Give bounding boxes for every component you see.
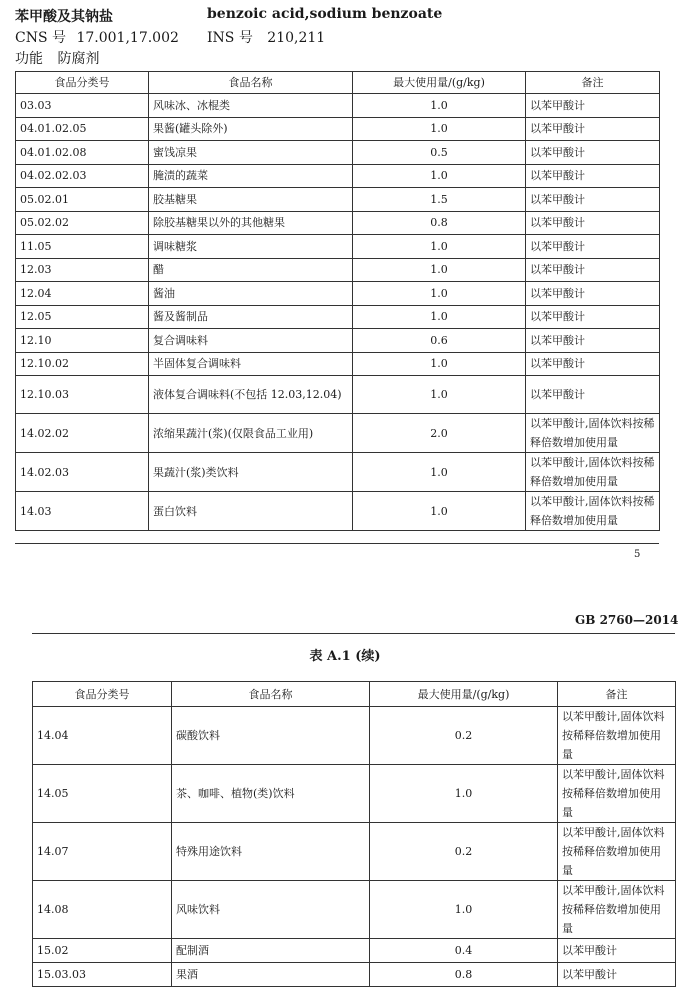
table-row	[16, 235, 660, 259]
cell-food-code: 12.04	[16, 282, 149, 306]
cell-food-name: 半固体复合调味料	[149, 352, 353, 376]
cell-max-usage: 1.0	[370, 765, 558, 823]
table-row	[16, 164, 660, 188]
table-row	[16, 376, 660, 414]
cell-note: 以苯甲酸计	[558, 963, 676, 987]
table-row	[33, 765, 676, 823]
table-header-row	[16, 72, 660, 94]
cell-food-code: 12.10.02	[16, 352, 149, 376]
cell-max-usage: 1.0	[370, 881, 558, 939]
header-code: 食品分类号	[16, 72, 149, 94]
cell-food-name: 醋	[149, 258, 353, 282]
cell-food-name: 除胶基糖果以外的其他糖果	[149, 211, 353, 235]
header-note: 备注	[526, 72, 660, 94]
cell-max-usage: 0.4	[370, 939, 558, 963]
cell-food-name: 蛋白饮料	[149, 492, 353, 531]
header-note: 备注	[558, 682, 676, 707]
header-food-name: 食品名称	[149, 72, 353, 94]
cell-max-usage: 1.0	[353, 282, 526, 306]
cell-note: 以苯甲酸计,固体饮料按稀释倍数增加使用量	[558, 707, 676, 765]
cell-food-code: 12.05	[16, 305, 149, 329]
ins-label: INS 号	[207, 30, 253, 46]
cell-food-name: 配制酒	[172, 939, 370, 963]
table-row	[33, 707, 676, 765]
cell-food-name: 胶基糖果	[149, 188, 353, 212]
cell-note: 以苯甲酸计	[526, 305, 660, 329]
cell-note: 以苯甲酸计	[526, 94, 660, 118]
cell-food-name: 果蔬汁(浆)类饮料	[149, 453, 353, 492]
cell-food-code: 04.01.02.05	[16, 117, 149, 141]
cell-note: 以苯甲酸计	[526, 141, 660, 165]
cell-max-usage: 0.2	[370, 707, 558, 765]
additive-name-cn: 苯甲酸及其钠盐	[15, 9, 113, 25]
table-row	[33, 963, 676, 987]
cell-max-usage: 1.0	[353, 117, 526, 141]
table-row	[16, 352, 660, 376]
cell-food-code: 14.07	[33, 823, 172, 881]
cell-max-usage: 0.6	[353, 329, 526, 353]
cell-note: 以苯甲酸计	[526, 329, 660, 353]
cell-food-name: 果酱(罐头除外)	[149, 117, 353, 141]
table-row	[16, 258, 660, 282]
table-bottom-rule	[15, 543, 659, 544]
cell-max-usage: 2.0	[353, 414, 526, 453]
cell-note: 以苯甲酸计	[526, 376, 660, 414]
standard-code: GB 2760—2014	[575, 613, 679, 627]
cell-food-name: 液体复合调味料(不包括 12.03,12.04)	[149, 376, 353, 414]
table-row	[33, 823, 676, 881]
cell-food-code: 12.03	[16, 258, 149, 282]
cell-note: 以苯甲酸计	[526, 235, 660, 259]
cell-max-usage: 1.0	[353, 164, 526, 188]
cell-food-name: 调味糖浆	[149, 235, 353, 259]
cell-note: 以苯甲酸计,固体饮料按稀释倍数增加使用量	[558, 881, 676, 939]
cell-food-code: 05.02.02	[16, 211, 149, 235]
cell-food-code: 12.10	[16, 329, 149, 353]
cns-value: 17.001,17.002	[76, 30, 179, 46]
cell-food-name: 蜜饯凉果	[149, 141, 353, 165]
table-row	[16, 94, 660, 118]
cell-food-name: 腌渍的蔬菜	[149, 164, 353, 188]
cell-max-usage: 1.5	[353, 188, 526, 212]
cell-max-usage: 0.8	[370, 963, 558, 987]
function-label: 功能	[15, 51, 43, 67]
additive-usage-table	[15, 71, 660, 531]
function-line	[15, 48, 99, 68]
cell-food-code: 14.05	[33, 765, 172, 823]
cell-food-name: 浓缩果蔬汁(浆)(仅限食品工业用)	[149, 414, 353, 453]
cell-note: 以苯甲酸计,固体饮料按稀释倍数增加使用量	[526, 453, 660, 492]
cell-max-usage: 1.0	[353, 453, 526, 492]
ins-line	[207, 27, 325, 47]
cell-food-code: 14.03	[16, 492, 149, 531]
cell-max-usage: 1.0	[353, 376, 526, 414]
header-max-usage: 最大使用量/(g/kg)	[353, 72, 526, 94]
table-row	[16, 414, 660, 453]
cell-food-name: 复合调味料	[149, 329, 353, 353]
header-code: 食品分类号	[33, 682, 172, 707]
page-number: 5	[634, 549, 641, 560]
cell-food-name: 碳酸饮料	[172, 707, 370, 765]
table-header-row	[33, 682, 676, 707]
cell-food-code: 03.03	[16, 94, 149, 118]
cell-note: 以苯甲酸计	[526, 211, 660, 235]
additive-name-en: benzoic acid,sodium benzoate	[207, 6, 443, 22]
cell-max-usage: 1.0	[353, 352, 526, 376]
cell-food-code: 05.02.01	[16, 188, 149, 212]
table-row	[16, 453, 660, 492]
cell-food-code: 11.05	[16, 235, 149, 259]
cell-note: 以苯甲酸计	[526, 282, 660, 306]
cell-food-name: 酱油	[149, 282, 353, 306]
cell-food-code: 15.02	[33, 939, 172, 963]
header-max-usage: 最大使用量/(g/kg)	[370, 682, 558, 707]
table-row	[16, 329, 660, 353]
cell-note: 以苯甲酸计,固体饮料按稀释倍数增加使用量	[526, 414, 660, 453]
cns-label: CNS 号	[15, 30, 67, 46]
cell-food-code: 14.08	[33, 881, 172, 939]
table-row	[16, 211, 660, 235]
cell-note: 以苯甲酸计	[526, 258, 660, 282]
cell-note: 以苯甲酸计,固体饮料按稀释倍数增加使用量	[526, 492, 660, 531]
cell-max-usage: 1.0	[353, 235, 526, 259]
table-caption: 表 A.1 (续)	[309, 649, 381, 664]
cell-max-usage: 0.5	[353, 141, 526, 165]
cell-food-code: 15.03.03	[33, 963, 172, 987]
cell-food-code: 04.01.02.08	[16, 141, 149, 165]
cell-max-usage: 0.8	[353, 211, 526, 235]
cell-food-name: 茶、咖啡、植物(类)饮料	[172, 765, 370, 823]
cell-note: 以苯甲酸计	[526, 188, 660, 212]
cell-note: 以苯甲酸计,固体饮料按稀释倍数增加使用量	[558, 823, 676, 881]
cell-food-name: 风味冰、冰棍类	[149, 94, 353, 118]
table-row	[16, 117, 660, 141]
cell-note: 以苯甲酸计	[526, 352, 660, 376]
cell-note: 以苯甲酸计	[526, 164, 660, 188]
table-row	[33, 881, 676, 939]
table-row	[33, 939, 676, 963]
ins-value: 210,211	[267, 30, 326, 46]
cell-max-usage: 1.0	[353, 305, 526, 329]
cell-food-name: 酱及酱制品	[149, 305, 353, 329]
header-food-name: 食品名称	[172, 682, 370, 707]
cell-note: 以苯甲酸计	[526, 117, 660, 141]
cell-food-name: 风味饮料	[172, 881, 370, 939]
additive-usage-table-continued	[32, 681, 676, 987]
cell-max-usage: 1.0	[353, 258, 526, 282]
table-row	[16, 492, 660, 531]
table-row	[16, 305, 660, 329]
table-row	[16, 282, 660, 306]
cell-food-code: 04.02.02.03	[16, 164, 149, 188]
cell-max-usage: 1.0	[353, 94, 526, 118]
table-row	[16, 141, 660, 165]
cell-food-code: 12.10.03	[16, 376, 149, 414]
cell-food-code: 14.04	[33, 707, 172, 765]
cell-food-code: 14.02.03	[16, 453, 149, 492]
cell-food-name: 果酒	[172, 963, 370, 987]
function-value: 防腐剂	[57, 51, 100, 67]
cell-food-name: 特殊用途饮料	[172, 823, 370, 881]
table-row	[16, 188, 660, 212]
cell-max-usage: 1.0	[353, 492, 526, 531]
cell-note: 以苯甲酸计,固体饮料按稀释倍数增加使用量	[558, 765, 676, 823]
cns-line	[15, 27, 179, 47]
cell-food-code: 14.02.02	[16, 414, 149, 453]
cell-note: 以苯甲酸计	[558, 939, 676, 963]
cell-max-usage: 0.2	[370, 823, 558, 881]
header-rule	[32, 633, 675, 634]
